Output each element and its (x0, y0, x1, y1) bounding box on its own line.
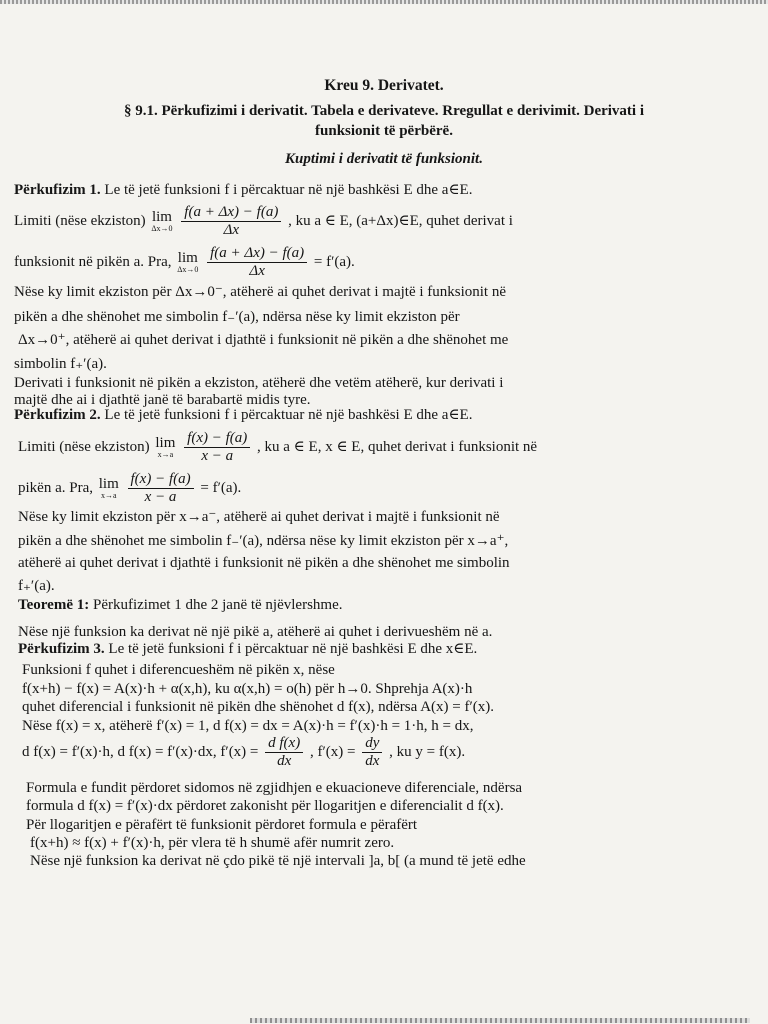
differentiable-line: Nëse një funksion ka derivat në një pikë a, atëherë ai quhet i derivueshëm në a. (18, 624, 493, 640)
def3-line2: Funksioni f quhet i diferencueshëm në pikën x, nëse (22, 662, 335, 678)
def3-label: Përkufizim 3. (18, 641, 105, 657)
def2-right-line1: atëherë ai quhet derivat i djathtë i funksionit në pikën a dhe shënohet me simbolin (18, 555, 510, 571)
theorem1-label: Teoremë 1: (18, 597, 90, 613)
lim-subscript: Δx→0 (151, 224, 173, 233)
fraction-numerator: f(a + Δx) − f(a) (207, 245, 307, 263)
fraction-denominator: Δx (249, 263, 265, 279)
def2-limit-operator (155, 436, 175, 459)
def1-exist-line1: Derivati i funksionit në pikën a ekziston, atëherë dhe vetëm atëherë, kur derivati i (14, 375, 504, 391)
def1-pra-prefix: funksionit në pikën a. Pra, (14, 253, 172, 270)
closing-line1: Formula e fundit përdoret sidomos në zgjidhjen e ekuacioneve diferenciale, ndërsa (26, 780, 523, 796)
fraction-numerator: f(a + Δx) − f(a) (181, 204, 281, 222)
def1-text: Le të jetë funksioni f i përcaktuar në një bashkësi E dhe a∈E. (104, 182, 473, 198)
def3-line4: quhet diferencial i funksionit në pikën dhe shënohet d f(x), ndërsa A(x) = f′(x). (22, 699, 495, 715)
def1-right-line1: Δx→0⁺, atëherë ai quhet derivat i djathtë i funksionit në pikën a dhe shënohet me (18, 332, 509, 348)
def3-line6 (22, 735, 465, 770)
def3-text: Le të jetë funksioni f i përcaktuar në një bashkësi E dhe x∈E. (108, 641, 478, 657)
fraction-numerator: d f(x) (265, 735, 303, 753)
def1-label: Përkufizim 1. (14, 182, 101, 198)
closing-line4: f(x+h) ≈ f(x) + f′(x)·h, për vlera të h shumë afër numrit zero. (30, 835, 395, 851)
def1-fraction (181, 204, 281, 239)
def3-line6-part-a: d f(x) = f′(x)·h, d f(x) = f′(x)·dx, f′(x) = (22, 743, 259, 760)
lim-word: lim (155, 435, 176, 451)
def1-pra-line (14, 245, 355, 280)
closing-line3: Për llogaritjen e përafërt të funksionit përdoret formula e përafërt (26, 817, 418, 833)
def2-label: Përkufizim 2. (14, 407, 101, 423)
fraction-denominator: x − a (144, 489, 177, 505)
def2-pra-line (18, 471, 241, 506)
def2-pra-prefix: pikën a. Pra, (18, 479, 93, 496)
lim-subscript: x→a (157, 450, 174, 459)
def2-fraction (184, 430, 250, 465)
def1-right-line2: simbolin f₊′(a). (14, 356, 107, 372)
def2-pra-limit-operator (99, 477, 119, 500)
def2-left-line1: Nëse ky limit ekziston për x→a⁻, atëherë ai quhet derivat i majtë i funksionit në (18, 509, 500, 525)
scan-edge-bottom (250, 1018, 750, 1023)
def3-df-dx-fraction (265, 735, 303, 770)
fraction-denominator: dx (277, 753, 292, 769)
theorem1-text: Përkufizimet 1 dhe 2 janë të njëvlershme. (92, 597, 343, 613)
def3-dy-dx-fraction (362, 735, 382, 770)
def1-left-line1: Nëse ky limit ekziston për Δx→0⁻, atëherë ai quhet derivat i majtë i funksionit në (14, 284, 507, 300)
chapter-title: Kreu 9. Derivatet. (324, 77, 444, 94)
def2-limit-intro: Limiti (nëse ekziston) (18, 438, 150, 455)
def3-line6-part-c: , ku y = f(x). (389, 743, 466, 760)
subsection-title: Kuptimi i derivatit të funksionit. (285, 151, 483, 167)
theorem1-line (18, 596, 342, 614)
def1-limit-after: , ku a ∈ E, (a+Δx)∈E, quhet derivat i (288, 212, 513, 229)
def2-limit-after: , ku a ∈ E, x ∈ E, quhet derivat i funksionit në (257, 438, 538, 455)
def2-limit-line (18, 430, 537, 465)
def2-line1 (14, 406, 472, 424)
lim-word: lim (98, 476, 119, 492)
def3-line3: f(x+h) − f(x) = A(x)·h + α(x,h), ku α(x,h) = o(h) për h→0. Shprehja A(x)·h (22, 681, 473, 697)
fraction-denominator: Δx (223, 222, 240, 238)
def1-pra-fraction (207, 245, 307, 280)
fraction-denominator: x − a (201, 448, 234, 464)
closing-line5: Nëse një funksion ka derivat në çdo pikë të një intervali ]a, b[ (a mund të jetë edhe (30, 853, 526, 869)
lim-word: lim (151, 209, 172, 225)
fraction-numerator: f(x) − f(a) (184, 430, 250, 448)
def1-limit-operator (151, 210, 172, 233)
def1-line1 (14, 181, 472, 199)
section-title-line2: funksionit të përbërë. (315, 123, 453, 139)
def1-exist-line2: majtë dhe ai i djathtë janë të barabartë midis tyre. (14, 392, 311, 408)
fraction-denominator: dx (365, 753, 380, 769)
lim-subscript: Δx→0 (177, 265, 199, 274)
def3-line6-part-b: , f′(x) = (309, 743, 356, 760)
def2-left-line2: pikën a dhe shënohet me simbolin f₋′(a), ndërsa nëse ky limit ekziston për x→a⁺, (18, 533, 509, 549)
closing-line2: formula d f(x) = f′(x)·dx përdoret zakonisht për llogaritjen e diferencialit d f(x). (26, 798, 504, 814)
def1-limit-intro: Limiti (nëse ekziston) (14, 212, 146, 229)
lim-word: lim (177, 250, 198, 266)
def2-text: Le të jetë funksioni f i përcaktuar në një bashkësi E dhe a∈E. (104, 407, 473, 423)
def1-pra-suffix: = f′(a). (313, 253, 355, 270)
scan-edge-top (0, 0, 768, 4)
fraction-numerator: f(x) − f(a) (128, 471, 194, 489)
def1-limit-line (14, 204, 513, 239)
def3-line5: Nëse f(x) = x, atëherë f′(x) = 1, d f(x) = dx = A(x)·h = f′(x)·h = 1·h, h = dx, (22, 718, 474, 734)
section-title-line1: § 9.1. Përkufizimi i derivatit. Tabela e derivateve. Rregullat e derivimit. Derivati i (123, 103, 645, 119)
lim-subscript: x→a (100, 491, 117, 500)
def1-pra-limit-operator (177, 251, 198, 274)
fraction-numerator: dy (362, 735, 382, 753)
def2-right-line2: f₊′(a). (18, 578, 55, 594)
def3-line1 (18, 640, 477, 658)
def2-pra-fraction (128, 471, 194, 506)
def1-left-line2: pikën a dhe shënohet me simbolin f₋′(a), ndërsa nëse ky limit ekziston për (14, 309, 460, 325)
def2-pra-suffix: = f′(a). (200, 479, 242, 496)
